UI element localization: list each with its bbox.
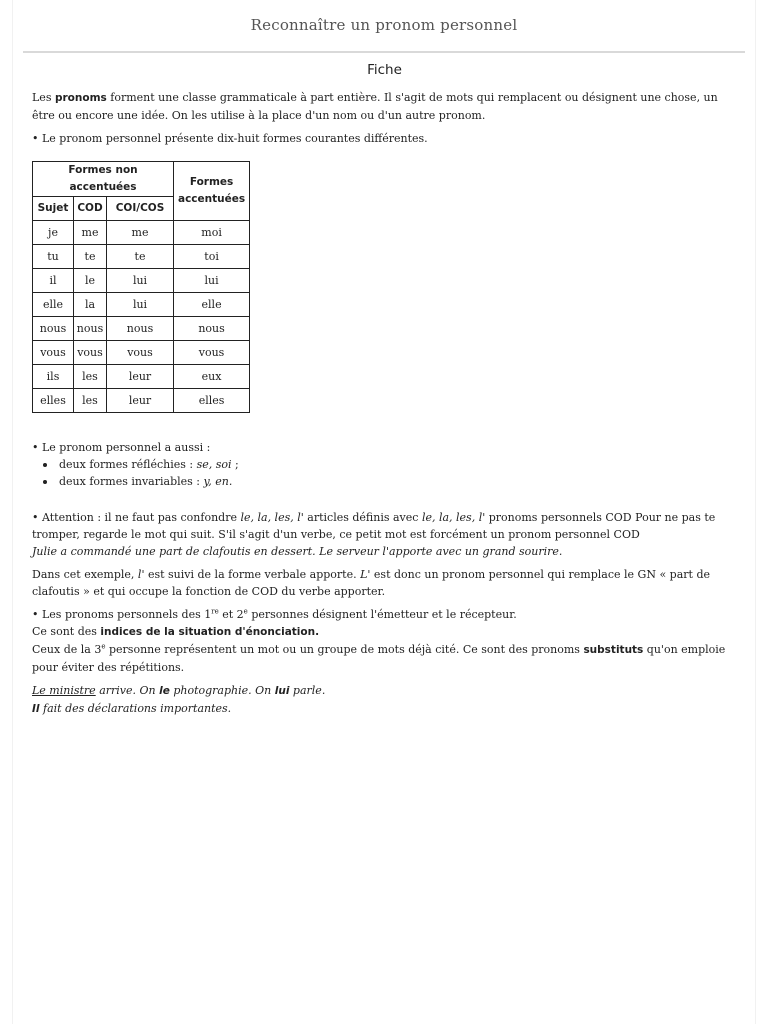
final-example-line-1 [32, 682, 737, 700]
table-cell: elle [33, 293, 74, 317]
personnes-line-1 [32, 606, 737, 623]
example-bold: le [159, 685, 170, 697]
example-text: photographie. On [169, 684, 275, 697]
table-cell: vous [174, 341, 250, 365]
attention-text: pronoms personnels COD Pour ne pas te tromper, regarde le mot qui suit. S'il s'agit d'un verbe, ce petit mot est forcément un pronom personnel COD [32, 511, 716, 541]
explication-text: est donc un pronom personnel qui remplace le GN « part de clafoutis » et qui occupe la fonction de COD du verbe apporter. [32, 568, 710, 598]
superscript: e [243, 607, 248, 616]
example-bold: Il [32, 703, 40, 715]
table-cell: tu [33, 245, 74, 269]
example-text: fait des déclarations importantes. [39, 702, 232, 715]
personnes-text: et 2 [218, 608, 244, 621]
table-cell: lui [107, 269, 174, 293]
table-cell: le [74, 269, 107, 293]
personnes-bold: indices de la situation d'énonciation. [100, 626, 320, 638]
explication-paragraph [32, 566, 737, 600]
attention-paragraph [32, 509, 737, 543]
table-cell: toi [174, 245, 250, 269]
table-col-cod: COD [74, 197, 107, 221]
table-cell: les [74, 365, 107, 389]
personnes-text: personne représentent un mot ou un groupe de mots déjà cité. Ce sont des pronoms [105, 643, 584, 656]
table-cell: nous [33, 317, 74, 341]
table-cell: lui [174, 269, 250, 293]
list-item [40, 456, 737, 473]
forms-count-bullet: • Le pronom personnel présente dix-huit formes courantes différentes. [32, 132, 428, 145]
table-cell: vous [33, 341, 74, 365]
title-divider [23, 51, 745, 53]
invariable-label: deux formes invariables : [59, 475, 204, 488]
intro-paragraph [32, 89, 737, 124]
table-cell: moi [174, 221, 250, 245]
personnes-line-2 [32, 623, 737, 641]
intro-text-start: Les [32, 91, 55, 104]
table-cell: nous [74, 317, 107, 341]
table-row [33, 389, 250, 413]
attention-text: • Attention : il ne faut pas confondre [32, 511, 241, 524]
table-cell: les [74, 389, 107, 413]
table-row [33, 221, 250, 245]
final-example-line-2 [32, 700, 737, 718]
pronoun-table [32, 161, 250, 413]
table-cell: nous [107, 317, 174, 341]
table-col-sujet: Sujet [33, 197, 74, 221]
table-cell: je [33, 221, 74, 245]
explication-text: Dans cet exemple, [32, 568, 138, 581]
table-row [33, 269, 250, 293]
personnes-text: qu'on emploie pour éviter des répétitions. [32, 643, 726, 674]
invariable-forms: y, en. [203, 475, 233, 488]
aussi-intro: • Le pronom personnel a aussi : [32, 441, 211, 454]
personnes-text: Ce sont des [32, 625, 101, 638]
explication-pronoun: L' [360, 568, 371, 581]
section-heading: Fiche [367, 62, 402, 78]
table-cell: la [74, 293, 107, 317]
example-text: arrive. On [95, 684, 160, 697]
intro-bold-term: pronoms [54, 92, 107, 104]
table-cell: vous [74, 341, 107, 365]
table-cell: te [107, 245, 174, 269]
table-cell: ils [33, 365, 74, 389]
example-bold: lui [274, 685, 290, 697]
document-page [12, 0, 756, 1024]
table-cell: eux [174, 365, 250, 389]
aussi-list [32, 456, 737, 490]
table-row [33, 245, 250, 269]
example-sentence: Julie a commandé une part de clafoutis en dessert. Le serveur l'apporte avec un grand sourire. [32, 545, 563, 558]
table-row [33, 293, 250, 317]
table-row [33, 365, 250, 389]
attention-example [32, 543, 737, 560]
fiche-content [32, 62, 737, 718]
attention-pronouns: le, la, les, l' [421, 511, 486, 524]
example-subject: Le ministre [32, 684, 96, 697]
table-row [33, 317, 250, 341]
table-cell: il [33, 269, 74, 293]
table-cell: leur [107, 365, 174, 389]
table-cell: nous [174, 317, 250, 341]
table-accent-header: Formes accentuées [174, 162, 250, 221]
table-cell: lui [107, 293, 174, 317]
table-cell: elles [33, 389, 74, 413]
table-cell: me [74, 221, 107, 245]
personnes-line-3 [32, 641, 737, 676]
attention-articles: le, la, les, l' [240, 511, 304, 524]
table-col-coi-cos: COI/COS [107, 197, 174, 221]
table-cell: vous [107, 341, 174, 365]
superscript: re [211, 607, 219, 616]
example-text: parle. [289, 684, 326, 697]
explication-text: est suivi de la forme verbale apporte. [144, 568, 361, 581]
reflexive-label: deux formes réfléchies : [59, 458, 197, 471]
personnes-text: Ceux de la 3 [32, 643, 102, 656]
explication-pronoun: l' [137, 568, 145, 581]
personnes-bold: substituts [583, 644, 644, 656]
personnes-text: personnes désignent l'émetteur et le récepteur. [247, 608, 517, 621]
superscript: e [101, 642, 106, 651]
personnes-text: • Les pronoms personnels des 1 [32, 608, 212, 621]
table-cell: elle [174, 293, 250, 317]
table-row [33, 341, 250, 365]
reflexive-end: ; [231, 458, 239, 471]
table-cell: elles [174, 389, 250, 413]
page-title: Reconnaître un pronom personnel [250, 16, 518, 34]
list-item [40, 473, 737, 490]
table-cell: te [74, 245, 107, 269]
attention-text: articles définis avec [303, 511, 422, 524]
table-cell: leur [107, 389, 174, 413]
reflexive-forms: se, soi [196, 458, 232, 471]
intro-text-end: forment une classe grammaticale à part entière. Il s'agit de mots qui remplacent ou désignent une chose, un être ou encore une idée. On les utilise à la place d'un nom ou d'un autre pronom. [32, 91, 718, 122]
table-cell: me [107, 221, 174, 245]
table-group-header: Formes non accentuées [33, 162, 174, 197]
